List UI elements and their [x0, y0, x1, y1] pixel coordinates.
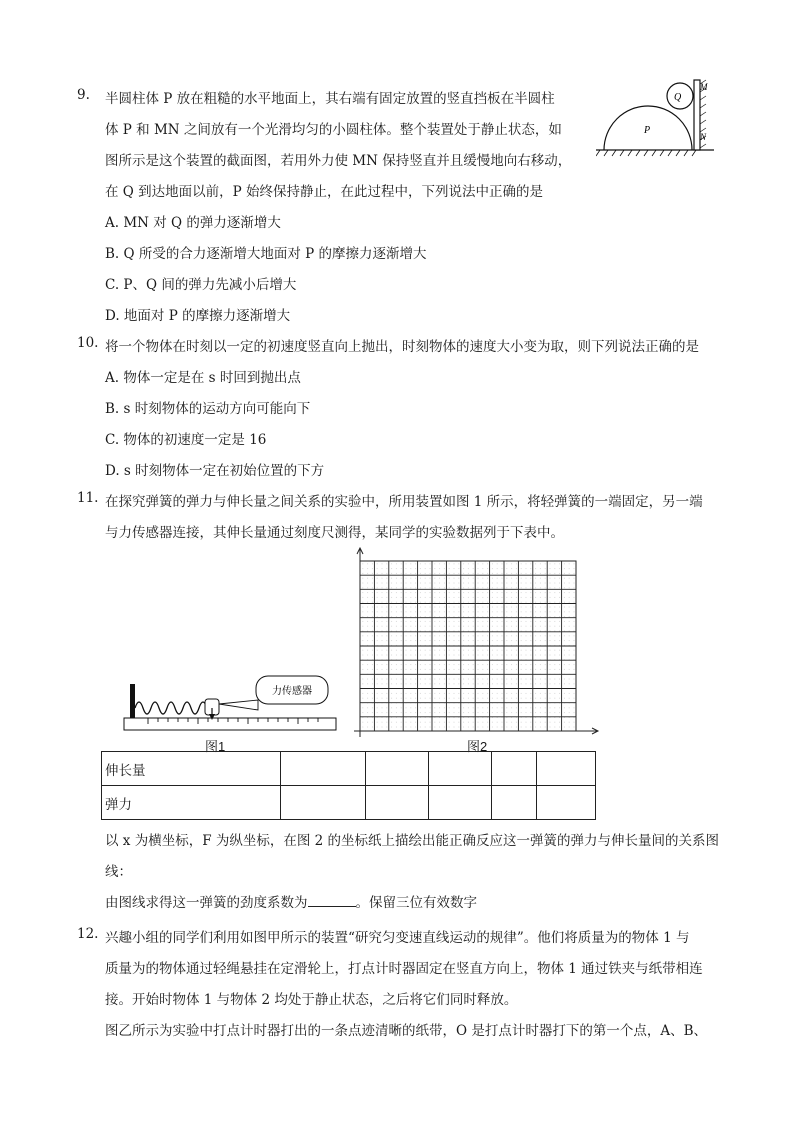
answer-blank[interactable] — [308, 894, 356, 907]
q11-answer-prompt: 由图线求得这一弹簧的劲度系数为 — [105, 895, 308, 911]
q10-option-c: C. 物体的初速度一定是 16 — [105, 432, 267, 448]
q9-line-4: 在 Q 到达地面以前，P 始终保持静止，在此过程中，下列说法中正确的是 — [105, 184, 544, 200]
figure-1-spring-apparatus — [118, 670, 344, 738]
q12-line-2: 质量为的物体通过轻绳悬挂在定滑轮上，打点计时器固定在竖直方向上，物体 1 通过铁夹与纸带相连 — [105, 961, 703, 977]
row-label-force: 弹力 — [102, 786, 281, 820]
figure-1-caption: 图1 — [205, 739, 226, 754]
q11-number: 11. — [77, 490, 99, 506]
q12-line-4: 图乙所示为实验中打点计时器打出的一条点迹清晰的纸带，O 是打点计时器打下的第一个点，A、B、 — [105, 1023, 708, 1039]
figure-2-caption: 图2 — [467, 739, 488, 754]
q9-line-2: 体 P 和 MN 之间放有一个光滑均匀的小圆柱体。整个装置处于静止状态，如 — [105, 122, 562, 138]
q11-after-line-1: 以 x 为横坐标，F 为纵坐标，在图 2 的坐标纸上描绘出能正确反应这一弹簧的弹力与伸长量间的关系图 — [105, 833, 720, 849]
q12-number: 12. — [77, 926, 99, 942]
table-row — [102, 752, 596, 786]
row-label-extension: 伸长量 — [102, 752, 281, 786]
q9-line-1: 半圆柱体 P 放在粗糙的水平地面上，其右端有固定放置的竖直挡板在半圆柱 — [105, 91, 555, 107]
q9-option-b: B. Q 所受的合力逐渐增大地面对 P 的摩擦力逐渐增大 — [105, 246, 427, 262]
q9-line-3: 图所示是这个装置的截面图，若用外力使 MN 保持竖直并且缓慢地向右移动， — [105, 153, 572, 169]
force-sensor-label: 力传感器 — [272, 686, 312, 697]
table-cell[interactable] — [429, 786, 492, 820]
q10-option-b: B. s 时刻物体的运动方向可能向下 — [105, 401, 311, 417]
table-cell[interactable] — [366, 786, 429, 820]
table-cell[interactable] — [281, 752, 366, 786]
q9-number: 9. — [77, 87, 90, 103]
q9-label-n: N — [700, 132, 707, 142]
q9-label-m: M — [700, 82, 708, 92]
q11-answer-tail: 。保留三位有效数字 — [355, 895, 477, 911]
q9-option-a: A. MN 对 Q 的弹力逐渐增大 — [105, 215, 281, 231]
q11-line-2: 与力传感器连接，其伸长量通过刻度尺测得，某同学的实验数据列于下表中。 — [105, 525, 564, 541]
q11-after-line-2: 线： — [105, 864, 132, 880]
table-row — [102, 786, 596, 820]
table-cell[interactable] — [492, 786, 537, 820]
q10-option-d: D. s 时刻物体一定在初始位置的下方 — [105, 463, 325, 479]
spring-coil-icon — [135, 702, 207, 714]
table-cell[interactable] — [537, 786, 596, 820]
q12-line-1: 兴趣小组的同学们利用如图甲所示的装置“研究匀变速直线运动的规律”。他们将质量为的物体 1 与 — [105, 930, 690, 946]
q9-figure-semicylinder — [596, 78, 726, 158]
q9-label-q: Q — [674, 92, 682, 103]
q9-option-d: D. 地面对 P 的摩擦力逐渐增大 — [105, 308, 291, 324]
q11-line-1: 在探究弹簧的弹力与伸长量之间关系的实验中，所用装置如图 1 所示，将轻弹簧的一端固定，另一端 — [105, 494, 703, 510]
q12-line-3: 接。开始时物体 1 与物体 2 均处于静止状态，之后将它们同时释放。 — [105, 992, 518, 1008]
table-cell[interactable] — [537, 752, 596, 786]
table-cell[interactable] — [366, 752, 429, 786]
q9-option-c: C. P、Q 间的弹力先减小后增大 — [105, 277, 297, 293]
q9-label-p: P — [644, 125, 651, 136]
data-table — [101, 751, 596, 820]
table-cell[interactable] — [429, 752, 492, 786]
q10-number: 10. — [77, 335, 99, 351]
q10-line-1: 将一个物体在时刻以一定的初速度竖直向上抛出，时刻物体的速度大小变为取，则下列说法正确的是 — [105, 339, 699, 355]
table-cell[interactable] — [281, 786, 366, 820]
q11-after-line-3 — [105, 891, 477, 911]
q10-option-a: A. 物体一定是在 s 时回到抛出点 — [105, 370, 301, 386]
table-cell[interactable] — [492, 752, 537, 786]
figure-2-graph-paper — [346, 547, 606, 741]
